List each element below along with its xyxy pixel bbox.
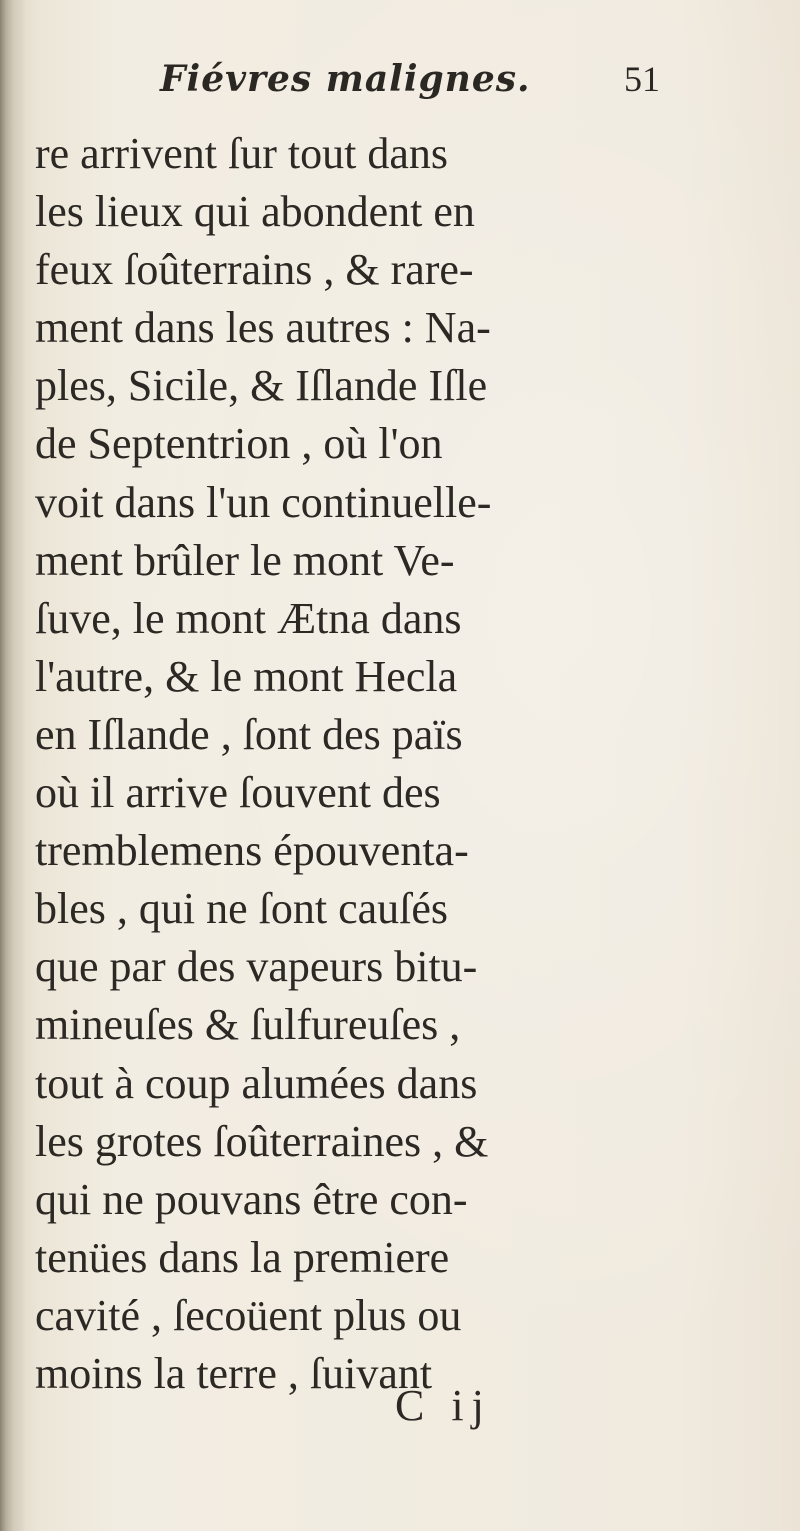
text-line: tremblemens épouventa- xyxy=(35,826,469,876)
text-line: bles , qui ne ſont cauſés xyxy=(35,884,449,934)
text-line: re arrivent ſur tout dans xyxy=(35,129,448,178)
text-line: l'autre, & le mont Hecla xyxy=(35,651,458,701)
running-title: Fiévres malignes. xyxy=(160,58,531,100)
text-line: tenües dans la premiere xyxy=(35,1232,450,1282)
text-line: que par des vapeurs bitu- xyxy=(35,942,478,992)
text-line: voit dans l'un continuelle- xyxy=(35,477,492,527)
page-header xyxy=(160,58,660,108)
page-number: 51 xyxy=(624,59,660,99)
text-line: les grotes ſoûterraines , & xyxy=(35,1116,489,1166)
text-line: moins la terre , ſuivant xyxy=(35,1348,433,1398)
text-line: mineuſes & ſulfureuſes , xyxy=(35,1000,461,1050)
text-line: ples, Sicile, & Iſlande Iſle xyxy=(35,361,488,411)
text-line: les lieux qui abondent en xyxy=(35,187,475,237)
page-gutter-shadow xyxy=(0,0,26,1531)
text-line: qui ne pouvans être con- xyxy=(35,1174,468,1224)
text-line: tout à coup alumées dans xyxy=(35,1058,478,1108)
text-line: ment dans les autres : Na- xyxy=(35,303,491,353)
text-line: où il arrive ſouvent des xyxy=(35,768,441,818)
text-line: de Septentrion , où l'on xyxy=(35,419,443,469)
text-line: ment brûler le mont Ve- xyxy=(35,535,455,585)
text-line: en Iſlande , ſont des païs xyxy=(35,709,463,759)
text-line: cavité , ſecoüent plus ou xyxy=(35,1290,462,1340)
text-line: ſuve, le mont Ætna dans xyxy=(35,593,462,643)
text-line: feux ſoûterrains , & rare- xyxy=(35,245,474,295)
body-text xyxy=(35,125,665,1403)
signature-mark: C ij xyxy=(395,1381,492,1430)
